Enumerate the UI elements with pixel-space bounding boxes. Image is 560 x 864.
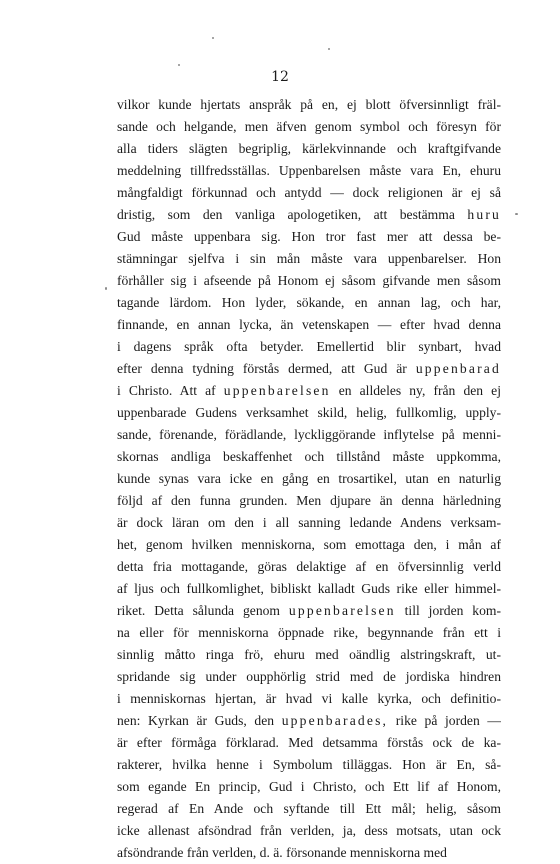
text-line [117,138,501,160]
paper-speck [105,287,107,290]
line-text: skornas andliga beskaffenhet och tillstånd måste uppkomma, [117,449,501,464]
line-text: detta fria mottagande, göras delaktige af en öfversinnlig verld [117,559,501,574]
text-line [117,578,501,600]
line-text-continued: en alldeles ny, från den ej [338,383,501,398]
line-text: sinnlig måtto ringa frö, ehuru med oändlig alstringskraft, ut- [117,647,501,662]
text-line [117,380,501,402]
spaced-emphasis: uppenbarad [415,361,501,376]
line-text: spridande sig under oupphörlig strid med de jordiska hindren [117,669,501,684]
text-line [117,446,501,468]
text-line [117,842,501,864]
spaced-emphasis: uppenbarelsen [288,603,396,618]
text-line [117,644,501,666]
text-line [117,116,501,138]
line-text: na eller för menniskorna öppnade rike, begynnande från ett i [117,625,501,640]
line-text: uppenbarade Gudens verksamhet skild, helig, fullkomlig, upply- [117,405,501,420]
text-line [117,820,501,842]
line-text: vilkor kunde hjertats anspråk på en, ej blott öfversinnligt fräl- [117,97,501,112]
line-text: het, genom hvilken menniskorna, som emottaga den, i mån af [117,537,501,552]
line-text: finnande, en annan lycka, än vetenskapen — efter hvad denna [117,317,501,332]
spaced-emphasis: uppenbarelsen [223,383,331,398]
text-line [117,182,501,204]
line-text: regerad af En Ande och syftande till Ett mål; helig, såsom [117,801,501,816]
line-text: afsöndrande från verlden, d. ä. försonande menniskorna med [117,845,447,860]
line-text: i menniskornas hjertan, är hvad vi kalle kyrka, och definitio- [117,691,501,706]
text-line [117,336,501,358]
line-text: nen: Kyrkan är Guds, den [117,713,275,728]
page-number: 12 [271,69,289,85]
line-text: meddelning tillfredsställas. Uppenbarelsen måste vara En, ehuru [117,163,501,178]
text-line [117,688,501,710]
text-line [117,292,501,314]
body-text [117,94,501,864]
text-line [117,534,501,556]
line-text: kunde synas vara icke en gång en trosartikel, utan en naturlig [117,471,501,486]
text-line [117,710,501,732]
text-line [117,468,501,490]
line-text: är efter förmåga förklarad. Med detsamma förstås ock de ka- [117,735,501,750]
text-line [117,314,501,336]
line-text: mångfaldigt förkunnad och antydd — dock religionen är ej så [117,185,501,200]
line-text: alla tiders slägten begriplig, kärlekvinnande och kraftgifvande [117,141,501,156]
line-text: sande, förenande, förädlande, lyckliggörande inflytelse på menni- [117,427,501,442]
line-text: följd af den funna grunden. Men djupare än denna härledning [117,493,501,508]
line-text: Gud måste uppenbara sig. Hon tror fast mer att dessa be- [117,229,501,244]
line-text-continued: till jorden kom- [404,603,501,618]
text-line [117,776,501,798]
line-text: icke allenast afsöndrad från verlden, ja, dess motsats, utan ock [117,823,501,838]
text-line [117,402,501,424]
line-text: efter denna tydning förstås dermed, att Gud är [117,361,407,376]
line-text-continued: rike på jorden — [395,713,501,728]
text-line [117,600,501,622]
text-line [117,490,501,512]
line-text: i Christo. Att af [117,383,216,398]
text-line [117,226,501,248]
spaced-emphasis: huru [467,207,501,222]
text-line [117,424,501,446]
line-text: riket. Detta sålunda genom [117,603,280,618]
text-line [117,798,501,820]
text-line [117,666,501,688]
text-line [117,754,501,776]
paper-speck [212,37,214,39]
paper-speck [328,48,330,50]
text-line [117,204,501,226]
spaced-emphasis: uppenbarades, [281,713,389,728]
line-text: rakterer, hvilka henne i Symbolum tilläggas. Hon är En, så- [117,757,501,772]
text-line [117,248,501,270]
line-text: är dock läran om den i all sanning ledande Andens verksam- [117,515,501,530]
text-line [117,94,501,116]
paper-speck [178,64,180,66]
text-line [117,556,501,578]
text-line [117,512,501,534]
line-text: tagande lärdom. Hon lyder, sökande, en annan lag, och har, [117,295,501,310]
line-text: förhåller sig i afseende på Honom ej såsom gifvande men såsom [117,273,501,288]
paper-speck [515,213,518,215]
line-text: dristig, som den vanliga apologetiken, att bestämma [117,207,455,222]
text-line [117,270,501,292]
line-text: sande och helgande, men äfven genom symbol och föresyn för [117,119,501,134]
line-text: som egande En princip, Gud i Christo, och Ett lif af Honom, [117,779,501,794]
text-line [117,358,501,380]
text-line [117,732,501,754]
text-line [117,160,501,182]
line-text: af ljus och fullkomlighet, bibliskt kalladt Guds rike eller himmel- [117,581,501,596]
text-line [117,622,501,644]
line-text: i dagens språk ofta betyder. Emellertid blir synbart, hvad [117,339,501,354]
line-text: stämningar sjelfva i sin mån måste vara uppenbarelser. Hon [117,251,501,266]
